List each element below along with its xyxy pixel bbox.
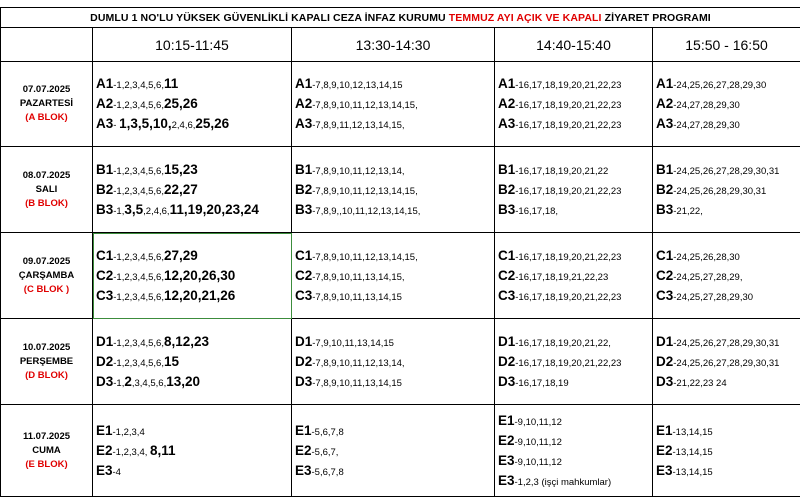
ward-line	[295, 246, 494, 266]
ward-line	[96, 200, 291, 220]
ward-numbers: ,2,4,6,	[143, 206, 169, 217]
ward-numbers-bold: 3,5	[124, 202, 143, 217]
ward-line	[656, 180, 800, 200]
ward-code: C3	[295, 288, 312, 303]
ward-numbers: -9,10,11,12	[515, 437, 562, 448]
ward-numbers: -16,17,18,19,20,21,22,23	[515, 120, 621, 131]
day-row	[1, 233, 800, 319]
ward-numbers: -1,	[113, 378, 124, 389]
ward-numbers: -16,17,18,19	[515, 378, 568, 389]
ward-line	[295, 286, 494, 306]
ward-numbers-bold: 25,26	[195, 116, 229, 131]
ward-numbers: -1,2,3,4,5,6,	[113, 80, 164, 91]
ward-numbers: -5,6,7,	[312, 447, 339, 458]
ward-numbers: -16,17,18,	[515, 206, 558, 217]
ward-numbers-bold: 22,27	[164, 182, 198, 197]
ward-numbers: -9,10,11,12	[515, 457, 562, 468]
ward-line	[96, 332, 291, 352]
ward-code: B1	[656, 162, 673, 177]
ward-numbers: -7,8,9,10,11,13,14,15	[312, 378, 402, 389]
ward-numbers-bold: 27,29	[164, 248, 198, 263]
ward-code: B1	[295, 162, 312, 177]
ward-numbers: -7,9,10,11,13,14,15	[312, 338, 394, 349]
ward-numbers: -24,25,26,27,28,29,30,31	[673, 166, 779, 177]
day-cell	[1, 319, 93, 405]
ward-numbers: -7,8,9,10,11,12,13,14,15,	[312, 100, 417, 111]
ward-numbers: -24,25,27,28,29,	[673, 272, 742, 283]
slot-cell	[495, 147, 653, 233]
ward-code: C2	[498, 268, 515, 283]
ward-numbers: 2,4,6,	[172, 120, 196, 131]
day-row	[1, 147, 800, 233]
ward-line	[656, 246, 800, 266]
slot-cell	[292, 405, 495, 497]
ward-code: C3	[498, 288, 515, 303]
day-cell	[1, 405, 93, 497]
day-date: 08.07.2025	[1, 169, 92, 183]
slot-cell	[292, 319, 495, 405]
ward-line	[295, 461, 494, 481]
slot-cell	[495, 62, 653, 147]
ward-code: D2	[656, 354, 673, 369]
ward-code: A1	[498, 76, 515, 91]
ward-line	[295, 114, 494, 134]
ward-code: E1	[96, 423, 113, 438]
ward-code: A1	[656, 76, 673, 91]
slot-cell	[93, 147, 292, 233]
ward-code: C3	[656, 288, 673, 303]
ward-code: D1	[656, 334, 673, 349]
ward-line	[498, 471, 652, 491]
ward-numbers: -	[113, 120, 119, 131]
schedule-title	[1, 8, 800, 28]
slot-cell	[495, 405, 653, 497]
ward-numbers: -1,2,3,4,5,6,	[113, 292, 164, 303]
title-suffix: ZİYARET PROGRAMI	[602, 12, 711, 24]
ward-numbers-bold: 11,19,20,23,24	[170, 202, 259, 217]
ward-line	[498, 372, 652, 392]
ward-numbers-bold: 12,20,26,30	[164, 268, 235, 283]
ward-line	[498, 246, 652, 266]
corner-cell	[1, 28, 93, 62]
ward-line	[295, 332, 494, 352]
ward-code: E3	[656, 463, 673, 478]
ward-code: C1	[96, 248, 113, 263]
ward-code: A3	[295, 116, 312, 131]
ward-numbers-bold: 15,23	[164, 162, 198, 177]
ward-numbers: -24,27,28,29,30	[673, 100, 740, 111]
ward-numbers: -7,8,9,10,11,13,14,15	[312, 292, 402, 303]
ward-numbers: ,3,4,5,6,	[132, 378, 166, 389]
ward-numbers: -7,8,9,10,11,12,13,14,	[312, 358, 404, 369]
ward-numbers: -7,8,9,10,12,13,14,15	[312, 80, 402, 91]
ward-numbers-bold: 2	[124, 374, 132, 389]
ward-numbers: -16,17,18,19,20,21,22,23	[515, 100, 621, 111]
ward-line	[96, 372, 291, 392]
ward-code: E2	[498, 433, 515, 448]
slot-cell	[653, 319, 800, 405]
ward-line	[96, 180, 291, 200]
ward-code: B1	[96, 162, 113, 177]
ward-code: A2	[498, 96, 515, 111]
ward-line	[498, 94, 652, 114]
ward-numbers: -24,27,28,29,30	[673, 120, 740, 131]
ward-line	[656, 114, 800, 134]
ward-code: B2	[498, 182, 515, 197]
ward-numbers: -16,17,18,19,20,21,22,	[515, 338, 611, 349]
day-row	[1, 405, 800, 497]
ward-code: D3	[295, 374, 312, 389]
ward-code: B2	[295, 182, 312, 197]
day-row	[1, 319, 800, 405]
ward-line	[656, 266, 800, 286]
ward-code: D1	[96, 334, 113, 349]
ward-numbers: -7,8,9,10,11,12,13,14,15,	[312, 186, 417, 197]
ward-line	[656, 461, 800, 481]
ward-code: A2	[295, 96, 312, 111]
ward-numbers: -5,6,7,8	[312, 467, 344, 478]
day-name: ÇARŞAMBA	[1, 269, 92, 283]
ward-numbers-bold: 8,12,23	[164, 334, 209, 349]
ward-numbers: -9,10,11,12	[515, 417, 562, 428]
ward-numbers-bold: 13,20	[166, 374, 200, 389]
slot-cell	[292, 62, 495, 147]
ward-code: E3	[295, 463, 312, 478]
ward-code: A1	[96, 76, 113, 91]
day-block: (A BLOK)	[1, 111, 92, 125]
ward-code: A3	[656, 116, 673, 131]
slot-cell	[93, 319, 292, 405]
ward-code: C2	[656, 268, 673, 283]
ward-numbers: -21,22,23 24	[673, 378, 726, 389]
day-date: 10.07.2025	[1, 341, 92, 355]
ward-line	[295, 441, 494, 461]
ward-code: E2	[295, 443, 312, 458]
day-name: SALI	[1, 183, 92, 197]
ward-numbers: -5,6,7,8	[312, 427, 344, 438]
day-block: (D BLOK)	[1, 369, 92, 383]
ward-numbers: -24,25,26,27,28,29,30	[673, 80, 766, 91]
ward-line	[656, 286, 800, 306]
day-cell	[1, 147, 93, 233]
ward-code: C1	[295, 248, 312, 263]
ward-line	[96, 246, 291, 266]
ward-line	[295, 421, 494, 441]
ward-numbers: -13,14,15	[673, 467, 713, 478]
ward-numbers: -24,25,26,28,29,30,31	[673, 186, 766, 197]
ward-numbers: -16,17,18,19,20,21,22	[515, 166, 608, 177]
day-block: (B BLOK)	[1, 197, 92, 211]
day-name: PERŞEMBE	[1, 355, 92, 369]
ward-numbers-bold: 12,20,21,26	[164, 288, 235, 303]
ward-numbers: -24,25,27,28,29,30	[673, 292, 753, 303]
ward-code: E1	[498, 413, 515, 428]
ward-code: B2	[96, 182, 113, 197]
day-cell	[1, 62, 93, 147]
ward-numbers: -13,14,15	[673, 447, 713, 458]
ward-numbers: -1,2,3,4,5,6,	[113, 166, 164, 177]
ward-numbers: -16,17,18,19,20,21,22,23	[515, 80, 621, 91]
ward-line	[498, 266, 652, 286]
ward-numbers: -16,17,18,19,21,22,23	[515, 272, 608, 283]
ward-code: D2	[96, 354, 113, 369]
ward-code: A2	[96, 96, 113, 111]
ward-line	[96, 461, 291, 481]
ward-numbers-bold: 15	[164, 354, 179, 369]
ward-line	[96, 286, 291, 306]
ward-numbers: -16,17,18,19,20,21,22,23	[515, 252, 621, 263]
day-date: 09.07.2025	[1, 255, 92, 269]
ward-code: C2	[295, 268, 312, 283]
ward-code: E2	[656, 443, 673, 458]
title-highlight: TEMMUZ AYI AÇIK VE KAPALI	[449, 12, 602, 24]
ward-line	[656, 160, 800, 180]
day-block: (C BLOK )	[1, 283, 92, 297]
ward-line	[656, 74, 800, 94]
time-header-1: 10:15-11:45	[93, 28, 292, 62]
ward-code: B2	[656, 182, 673, 197]
ward-line	[498, 451, 652, 471]
time-header-2: 13:30-14:30	[292, 28, 495, 62]
ward-code: A3	[498, 116, 515, 131]
ward-line	[656, 441, 800, 461]
ward-numbers: -1,2,3,4,5,6,	[113, 252, 164, 263]
ward-code: E3	[498, 473, 515, 488]
ward-numbers: -1,2,3,4,5,6,	[113, 358, 164, 369]
time-header-4: 15:50 - 16:50	[653, 28, 800, 62]
ward-line	[498, 180, 652, 200]
ward-line	[295, 94, 494, 114]
slot-cell	[653, 233, 800, 319]
ward-line	[656, 372, 800, 392]
ward-code: D2	[498, 354, 515, 369]
ward-numbers: -16,17,18,19,20,21,22,23	[515, 186, 621, 197]
ward-code: B1	[498, 162, 515, 177]
ward-code: E1	[295, 423, 312, 438]
ward-line	[656, 94, 800, 114]
schedule-rows	[1, 62, 800, 497]
day-row	[1, 62, 800, 147]
ward-numbers-bold: 1,3,5,10,	[119, 116, 172, 131]
ward-numbers: -21,22,	[673, 206, 703, 217]
ward-code: A2	[656, 96, 673, 111]
ward-code: C1	[498, 248, 515, 263]
ward-numbers: -1,2,3,4,5,6,	[113, 338, 164, 349]
ward-numbers: -24,25,26,27,28,29,30,31	[673, 358, 779, 369]
ward-numbers: -24,25,26,27,28,29,30,31	[673, 338, 779, 349]
day-date: 07.07.2025	[1, 83, 92, 97]
ward-numbers-bold: 8,11	[150, 443, 176, 458]
ward-code: B3	[656, 202, 673, 217]
ward-code: B3	[96, 202, 113, 217]
ward-line	[498, 286, 652, 306]
ward-line	[498, 431, 652, 451]
ward-code: B3	[295, 202, 312, 217]
ward-line	[295, 200, 494, 220]
ward-numbers: -13,14,15	[673, 427, 713, 438]
ward-numbers: -7,8,9,,10,11,12,13,14,15,	[312, 206, 420, 217]
ward-line	[498, 114, 652, 134]
ward-numbers: -16,17,18,19,20,21,22,23	[515, 292, 621, 303]
ward-numbers: -1,2,3,4,5,6,	[113, 100, 164, 111]
ward-code: E3	[498, 453, 515, 468]
ward-code: E2	[96, 443, 113, 458]
ward-numbers-bold: 25,26	[164, 96, 198, 111]
ward-line	[656, 200, 800, 220]
ward-code: C3	[96, 288, 113, 303]
ward-numbers: -7,8,9,11,12,13,14,15,	[312, 120, 404, 131]
ward-code: D3	[498, 374, 515, 389]
day-block: (E BLOK)	[1, 458, 92, 472]
ward-numbers: -1,2,3,4,5,6,	[113, 272, 164, 283]
slot-cell	[495, 233, 653, 319]
ward-line	[96, 94, 291, 114]
ward-line	[295, 160, 494, 180]
ward-line	[498, 200, 652, 220]
ward-code: C2	[96, 268, 113, 283]
slot-cell	[653, 147, 800, 233]
title-prefix: DUMLU 1 NO'LU YÜKSEK GÜVENLİKLİ KAPALI CEZA İNFAZ KURUMU	[90, 12, 449, 24]
ward-line	[498, 332, 652, 352]
ward-numbers: -4	[113, 467, 121, 478]
ward-numbers: -7,8,9,10,11,13,14,15,	[312, 272, 404, 283]
day-name: PAZARTESİ	[1, 97, 92, 111]
ward-line	[498, 160, 652, 180]
ward-numbers: -24,25,26,28,30	[673, 252, 740, 263]
slot-cell	[292, 233, 495, 319]
ward-line	[656, 352, 800, 372]
ward-line	[295, 372, 494, 392]
day-name: CUMA	[1, 444, 92, 458]
ward-code: A3	[96, 116, 113, 131]
ward-line	[96, 114, 291, 134]
ward-code: D1	[295, 334, 312, 349]
ward-numbers: -16,17,18,19,20,21,22,23	[515, 358, 621, 369]
ward-line	[96, 421, 291, 441]
ward-code: B3	[498, 202, 515, 217]
ward-code: D2	[295, 354, 312, 369]
ward-line	[96, 352, 291, 372]
slot-cell	[93, 405, 292, 497]
slot-cell	[93, 233, 292, 319]
ward-line	[295, 352, 494, 372]
ward-code: A1	[295, 76, 312, 91]
ward-numbers: -1,2,3 (işçi mahkumlar)	[515, 477, 612, 488]
ward-code: E3	[96, 463, 113, 478]
slot-cell	[653, 62, 800, 147]
ward-numbers: -7,8,9,10,11,12,13,14,15,	[312, 252, 417, 263]
ward-line	[498, 411, 652, 431]
ward-numbers: -1,2,3,4,	[113, 447, 151, 458]
ward-line	[295, 180, 494, 200]
ward-numbers: -1,2,3,4	[113, 427, 145, 438]
day-cell	[1, 233, 93, 319]
ward-code: D1	[498, 334, 515, 349]
time-header-3: 14:40-15:40	[495, 28, 653, 62]
ward-line	[96, 266, 291, 286]
ward-line	[498, 74, 652, 94]
ward-line	[295, 266, 494, 286]
slot-cell	[292, 147, 495, 233]
ward-line	[96, 441, 291, 461]
ward-code: D3	[656, 374, 673, 389]
ward-line	[656, 332, 800, 352]
ward-code: E1	[656, 423, 673, 438]
ward-numbers: -7,8,9,10,11,12,13,14,	[312, 166, 404, 177]
ward-line	[96, 74, 291, 94]
visit-schedule-table	[0, 7, 800, 497]
ward-line	[498, 352, 652, 372]
slot-cell	[653, 405, 800, 497]
ward-line	[96, 160, 291, 180]
ward-numbers: -1,2,3,4,5,6,	[113, 186, 164, 197]
day-date: 11.07.2025	[1, 430, 92, 444]
ward-numbers: -1,	[113, 206, 124, 217]
ward-code: D3	[96, 374, 113, 389]
slot-cell	[93, 62, 292, 147]
ward-line	[295, 74, 494, 94]
slot-cell	[495, 319, 653, 405]
ward-code: C1	[656, 248, 673, 263]
ward-line	[656, 421, 800, 441]
ward-numbers-bold: 11	[164, 76, 178, 91]
